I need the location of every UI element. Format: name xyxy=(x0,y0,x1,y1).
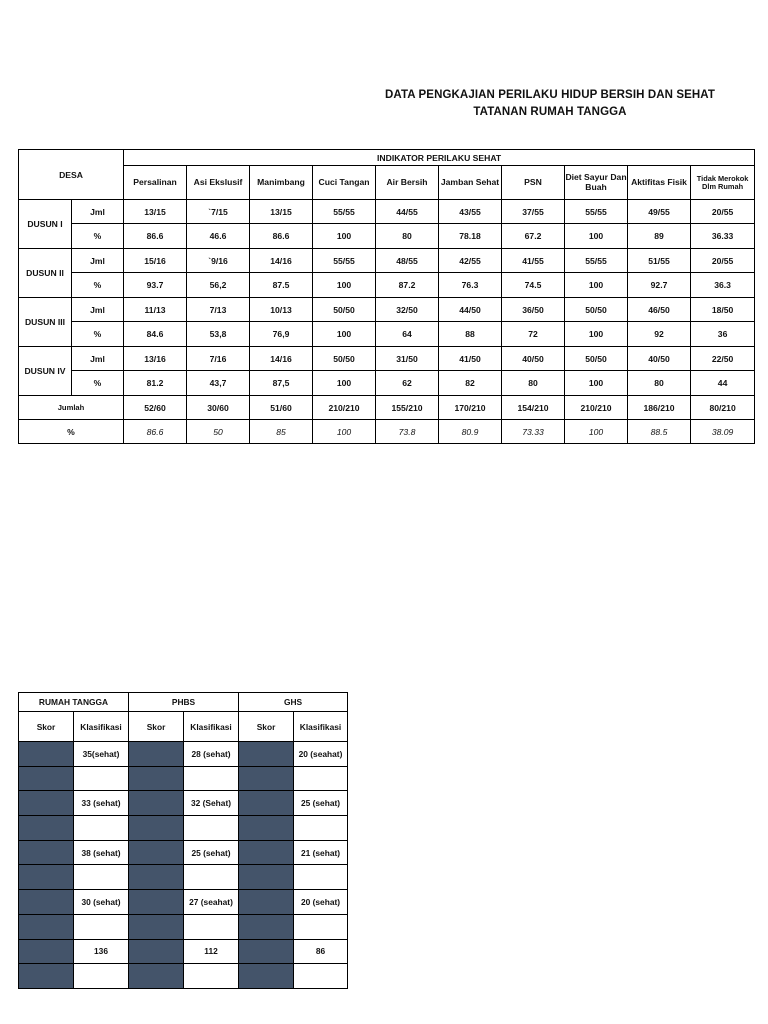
jumlah-cell: 52/60 xyxy=(124,396,187,420)
klasifikasi-cell: 21 (sehat) xyxy=(294,840,348,865)
jumlah-cell: 51/60 xyxy=(250,396,313,420)
indicator-header: Aktifitas Fisik xyxy=(628,166,691,200)
skor-cell xyxy=(129,766,184,791)
summary-row xyxy=(19,766,348,791)
jml-cell: 55/55 xyxy=(313,249,376,273)
indicator-header: Jamban Sehat xyxy=(439,166,502,200)
pct-cell: 100 xyxy=(313,371,376,396)
persen-cell: 85 xyxy=(250,420,313,444)
jumlah-cell: 80/210 xyxy=(691,396,755,420)
jml-cell: 42/55 xyxy=(439,249,502,273)
pct-cell: 81.2 xyxy=(124,371,187,396)
persen-cell: 86.6 xyxy=(124,420,187,444)
klasifikasi-header: Klasifikasi xyxy=(294,712,348,742)
skor-cell xyxy=(239,939,294,964)
klasifikasi-cell: 25 (sehat) xyxy=(184,840,239,865)
pct-cell: 74.5 xyxy=(502,273,565,298)
persen-cell: 100 xyxy=(565,420,628,444)
pct-cell: 80 xyxy=(376,224,439,249)
skor-cell xyxy=(19,840,74,865)
klasifikasi-cell xyxy=(74,914,129,939)
summary-table xyxy=(18,692,348,989)
jumlah-cell: 155/210 xyxy=(376,396,439,420)
jml-cell: 41/55 xyxy=(502,249,565,273)
indicator-header: Asi Ekslusif xyxy=(187,166,250,200)
pct-cell: 72 xyxy=(502,322,565,347)
group-header: GHS xyxy=(239,693,348,712)
skor-cell xyxy=(129,791,184,816)
summary-row xyxy=(19,865,348,890)
pct-cell: 92.7 xyxy=(628,273,691,298)
pct-cell: 62 xyxy=(376,371,439,396)
jml-cell: 13/16 xyxy=(124,347,187,371)
skor-cell xyxy=(19,890,74,915)
pct-cell: 100 xyxy=(313,273,376,298)
pct-label: % xyxy=(72,371,124,396)
document-title: DATA PENGKAJIAN PERILAKU HIDUP BERSIH DAN SEHAT xyxy=(385,89,715,101)
jml-cell: 55/55 xyxy=(565,200,628,224)
pct-cell: 100 xyxy=(565,371,628,396)
jml-cell: 20/55 xyxy=(691,200,755,224)
klasifikasi-cell xyxy=(294,865,348,890)
jml-cell: 36/50 xyxy=(502,298,565,322)
klasifikasi-cell xyxy=(294,816,348,841)
jml-cell: `9/16 xyxy=(187,249,250,273)
jml-label: Jml xyxy=(72,298,124,322)
jml-cell: 11/13 xyxy=(124,298,187,322)
skor-cell xyxy=(239,766,294,791)
table-row xyxy=(19,200,755,224)
pct-cell: 100 xyxy=(565,273,628,298)
jml-cell: 7/13 xyxy=(187,298,250,322)
pct-cell: 89 xyxy=(628,224,691,249)
pct-cell: 88 xyxy=(439,322,502,347)
klasifikasi-cell: 112 xyxy=(184,939,239,964)
klasifikasi-cell: 33 (sehat) xyxy=(74,791,129,816)
jumlah-cell: 210/210 xyxy=(313,396,376,420)
skor-cell xyxy=(19,964,74,989)
pct-cell: 100 xyxy=(565,322,628,347)
pct-cell: 87,5 xyxy=(250,371,313,396)
jml-cell: 44/55 xyxy=(376,200,439,224)
jml-cell: 14/16 xyxy=(250,347,313,371)
jml-label: Jml xyxy=(72,249,124,273)
klasifikasi-cell: 38 (sehat) xyxy=(74,840,129,865)
pct-cell: 100 xyxy=(313,322,376,347)
jml-cell: 48/55 xyxy=(376,249,439,273)
klasifikasi-header: Klasifikasi xyxy=(184,712,239,742)
jumlah-cell: 170/210 xyxy=(439,396,502,420)
jml-label: Jml xyxy=(72,347,124,371)
pct-cell: 36.3 xyxy=(691,273,755,298)
jumlah-cell: 154/210 xyxy=(502,396,565,420)
skor-cell xyxy=(129,964,184,989)
klasifikasi-cell: 136 xyxy=(74,939,129,964)
persen-cell: 100 xyxy=(313,420,376,444)
skor-cell xyxy=(239,865,294,890)
pct-cell: 80 xyxy=(502,371,565,396)
summary-row xyxy=(19,816,348,841)
jumlah-cell: 30/60 xyxy=(187,396,250,420)
pct-cell: 44 xyxy=(691,371,755,396)
klasifikasi-cell xyxy=(184,914,239,939)
pct-cell: 100 xyxy=(565,224,628,249)
pct-cell: 86.6 xyxy=(250,224,313,249)
klasifikasi-cell xyxy=(74,766,129,791)
jml-cell: 55/55 xyxy=(313,200,376,224)
skor-cell xyxy=(19,865,74,890)
skor-cell xyxy=(129,939,184,964)
group-header: PHBS xyxy=(129,693,239,712)
klasifikasi-cell: 35(sehat) xyxy=(74,742,129,767)
jml-cell: 22/50 xyxy=(691,347,755,371)
klasifikasi-header: Klasifikasi xyxy=(74,712,129,742)
dusun-name: DUSUN II xyxy=(19,249,72,298)
jml-cell: 7/16 xyxy=(187,347,250,371)
group-header: RUMAH TANGGA xyxy=(19,693,129,712)
table-row xyxy=(19,322,755,347)
pct-cell: 56,2 xyxy=(187,273,250,298)
jumlah-cell: 186/210 xyxy=(628,396,691,420)
document-subtitle: TATANAN RUMAH TANGGA xyxy=(473,106,627,118)
pct-cell: 76.3 xyxy=(439,273,502,298)
klasifikasi-cell: 30 (sehat) xyxy=(74,890,129,915)
persen-row xyxy=(19,420,755,444)
jml-cell: 15/16 xyxy=(124,249,187,273)
klasifikasi-cell xyxy=(74,816,129,841)
jml-cell: `7/15 xyxy=(187,200,250,224)
pct-cell: 53,8 xyxy=(187,322,250,347)
klasifikasi-cell: 25 (sehat) xyxy=(294,791,348,816)
table-row xyxy=(19,298,755,322)
dusun-name: DUSUN IV xyxy=(19,347,72,396)
indicator-header: Cuci Tangan xyxy=(313,166,376,200)
indicator-header: Tidak Merokok Dlm Rumah xyxy=(691,166,755,200)
klasifikasi-cell xyxy=(294,766,348,791)
skor-cell xyxy=(129,865,184,890)
table-row xyxy=(19,371,755,396)
jml-cell: 50/50 xyxy=(565,298,628,322)
persen-label: % xyxy=(19,420,124,444)
summary-row xyxy=(19,890,348,915)
klasifikasi-cell xyxy=(184,865,239,890)
table-row xyxy=(19,273,755,298)
jml-cell: 37/55 xyxy=(502,200,565,224)
dusun-name: DUSUN I xyxy=(19,200,72,249)
indikator-header: INDIKATOR PERILAKU SEHAT xyxy=(124,150,755,166)
summary-row xyxy=(19,939,348,964)
jumlah-label: Jumlah xyxy=(19,396,124,420)
indicator-header: Diet Sayur Dan Buah xyxy=(565,166,628,200)
jml-cell: 40/50 xyxy=(628,347,691,371)
klasifikasi-cell: 28 (sehat) xyxy=(184,742,239,767)
klasifikasi-cell xyxy=(184,964,239,989)
skor-cell xyxy=(239,840,294,865)
jumlah-row xyxy=(19,396,755,420)
skor-cell xyxy=(129,742,184,767)
jml-cell: 50/50 xyxy=(565,347,628,371)
skor-cell xyxy=(129,816,184,841)
indicator-header: Persalinan xyxy=(124,166,187,200)
jml-cell: 18/50 xyxy=(691,298,755,322)
jml-cell: 43/55 xyxy=(439,200,502,224)
jml-cell: 44/50 xyxy=(439,298,502,322)
jumlah-cell: 210/210 xyxy=(565,396,628,420)
klasifikasi-cell: 27 (seahat) xyxy=(184,890,239,915)
pct-cell: 93.7 xyxy=(124,273,187,298)
pct-cell: 36 xyxy=(691,322,755,347)
klasifikasi-cell xyxy=(294,964,348,989)
skor-cell xyxy=(239,791,294,816)
table-row xyxy=(19,347,755,371)
summary-row xyxy=(19,791,348,816)
skor-cell xyxy=(239,914,294,939)
persen-cell: 50 xyxy=(187,420,250,444)
pct-cell: 80 xyxy=(628,371,691,396)
skor-cell xyxy=(239,964,294,989)
klasifikasi-cell xyxy=(184,766,239,791)
pct-label: % xyxy=(72,224,124,249)
klasifikasi-cell xyxy=(74,865,129,890)
jml-cell: 14/16 xyxy=(250,249,313,273)
pct-cell: 84.6 xyxy=(124,322,187,347)
skor-cell xyxy=(19,791,74,816)
jml-cell: 10/13 xyxy=(250,298,313,322)
skor-header: Skor xyxy=(239,712,294,742)
indicator-header: Manimbang xyxy=(250,166,313,200)
klasifikasi-cell xyxy=(74,964,129,989)
pct-cell: 82 xyxy=(439,371,502,396)
skor-cell xyxy=(239,890,294,915)
jml-cell: 49/55 xyxy=(628,200,691,224)
skor-cell xyxy=(19,766,74,791)
jml-cell: 46/50 xyxy=(628,298,691,322)
indikator-table xyxy=(18,149,755,444)
summary-row xyxy=(19,742,348,767)
jml-cell: 20/55 xyxy=(691,249,755,273)
jml-cell: 41/50 xyxy=(439,347,502,371)
jml-cell: 55/55 xyxy=(565,249,628,273)
summary-row xyxy=(19,840,348,865)
pct-cell: 76,9 xyxy=(250,322,313,347)
table-row xyxy=(19,249,755,273)
persen-cell: 73.33 xyxy=(502,420,565,444)
pct-cell: 36.33 xyxy=(691,224,755,249)
skor-header: Skor xyxy=(129,712,184,742)
pct-label: % xyxy=(72,273,124,298)
jml-cell: 50/50 xyxy=(313,347,376,371)
pct-cell: 86.6 xyxy=(124,224,187,249)
klasifikasi-cell xyxy=(294,914,348,939)
summary-row xyxy=(19,964,348,989)
jml-cell: 50/50 xyxy=(313,298,376,322)
skor-header: Skor xyxy=(19,712,74,742)
persen-cell: 88.5 xyxy=(628,420,691,444)
jml-label: Jml xyxy=(72,200,124,224)
jml-cell: 13/15 xyxy=(250,200,313,224)
indicator-header: Air Bersih xyxy=(376,166,439,200)
jml-cell: 51/55 xyxy=(628,249,691,273)
persen-cell: 73.8 xyxy=(376,420,439,444)
skor-cell xyxy=(19,742,74,767)
skor-cell xyxy=(19,914,74,939)
jml-cell: 13/15 xyxy=(124,200,187,224)
pct-label: % xyxy=(72,322,124,347)
summary-row xyxy=(19,914,348,939)
pct-cell: 100 xyxy=(313,224,376,249)
jml-cell: 40/50 xyxy=(502,347,565,371)
persen-cell: 80.9 xyxy=(439,420,502,444)
pct-cell: 87.5 xyxy=(250,273,313,298)
klasifikasi-cell: 20 (sehat) xyxy=(294,890,348,915)
dusun-name: DUSUN III xyxy=(19,298,72,347)
skor-cell xyxy=(129,890,184,915)
pct-cell: 92 xyxy=(628,322,691,347)
skor-cell xyxy=(129,914,184,939)
table-row xyxy=(19,224,755,249)
skor-cell xyxy=(19,816,74,841)
klasifikasi-cell: 86 xyxy=(294,939,348,964)
skor-cell xyxy=(129,840,184,865)
pct-cell: 87.2 xyxy=(376,273,439,298)
jml-cell: 31/50 xyxy=(376,347,439,371)
klasifikasi-cell: 20 (seahat) xyxy=(294,742,348,767)
pct-cell: 67.2 xyxy=(502,224,565,249)
skor-cell xyxy=(239,742,294,767)
jml-cell: 32/50 xyxy=(376,298,439,322)
pct-cell: 78.18 xyxy=(439,224,502,249)
pct-cell: 46.6 xyxy=(187,224,250,249)
indicator-header: PSN xyxy=(502,166,565,200)
persen-cell: 38.09 xyxy=(691,420,755,444)
skor-cell xyxy=(239,816,294,841)
pct-cell: 64 xyxy=(376,322,439,347)
klasifikasi-cell: 32 (Sehat) xyxy=(184,791,239,816)
skor-cell xyxy=(19,939,74,964)
desa-header: DESA xyxy=(19,150,124,200)
klasifikasi-cell xyxy=(184,816,239,841)
pct-cell: 43,7 xyxy=(187,371,250,396)
